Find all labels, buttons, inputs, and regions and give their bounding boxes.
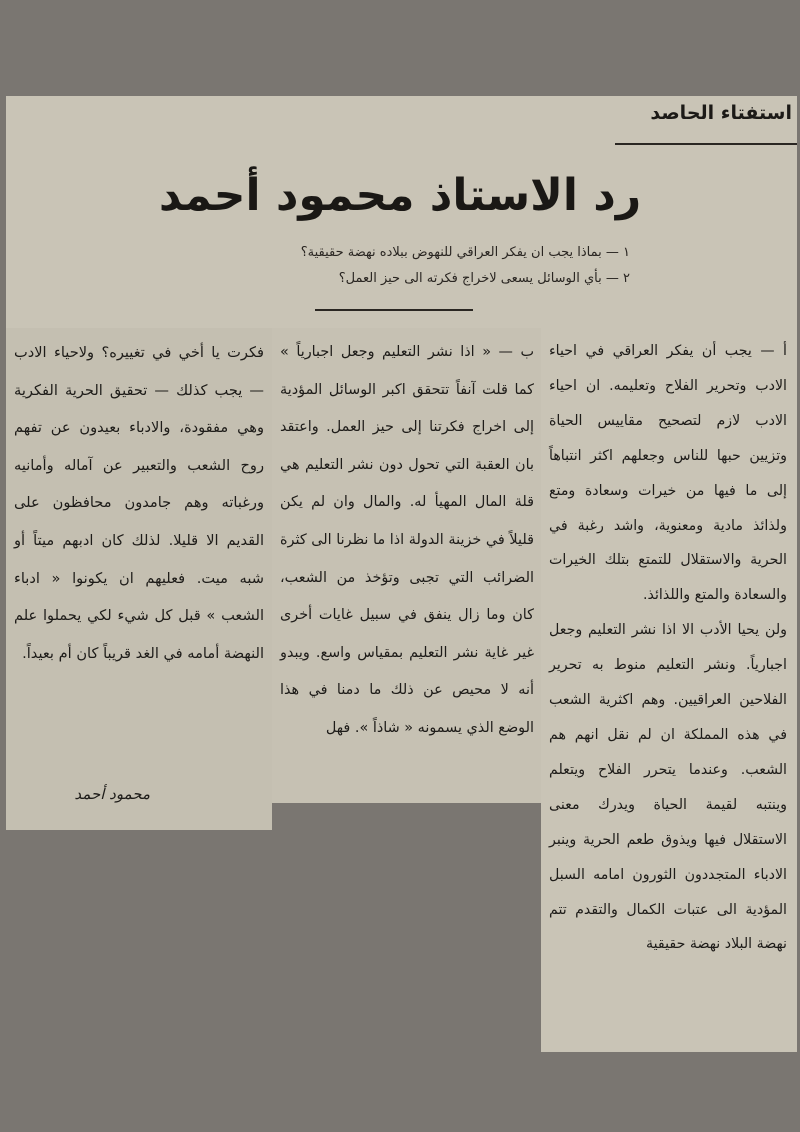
question-2: ٢ — بأي الوسائل يسعى لاخراج فكرته الى حيز العمل؟: [338, 271, 630, 286]
article-column-right: [549, 334, 787, 962]
paragraph: ولن يحيا الأدب الا اذا نشر التعليم وجعل اجبارياً. ونشر التعليم منوط به تحرير الفلاحين العراقيين. وهم اكثرية الشعب في هذه المملكة ان لم نقل انهم هم الشعب. وعندما يتحرر الفلاح ويتعلم وينتبه لقيمة الحياة ويدرك معنى الاستقلال فيها ويذوق طعم الحرية وينبر الادباء المتجددون الثورون امامه السبل المؤدية الى عتبات الكمال والتقدم تتم نهضة البلاد نهضة حقيقية: [549, 622, 787, 953]
article-column-left: [14, 334, 264, 672]
question-1: ١ — بماذا يجب ان يفكر العراقي للنهوض ببلاده نهضة حقيقية؟: [300, 245, 630, 260]
section-divider: [615, 143, 797, 145]
section-label: استفتاء الحاصد: [650, 102, 792, 124]
paragraph: ب — « اذا نشر التعليم وجعل اجبارياً » كما قلت آنفاً تتحقق اكبر الوسائل المؤدية إلى اخراج فكرتنا إلى حيز العمل. واعتقد بان العقبة التي تحول دون نشر التعليم هي قلة المال المهيأ له. والمال وان لم يكن قليلاً في خزينة الدولة اذا ما نظرنا الى كثرة الضرائب التي تجبى وتؤخذ من الشعب، كان وما زال ينفق في سبيل غايات أخرى غير غاية نشر التعليم بمقياس واسع. ويبدو أنه لا محيص عن ذلك ما دمنا في هذا الوضع الذي يسمونه « شاذاً ». فهل: [280, 344, 534, 736]
author-signature: محمود أحمد: [74, 785, 150, 803]
paragraph: أ — يجب أن يفكر العراقي في احياء الادب وتحرير الفلاح وتعليمه. ان احياء الادب لازم لتصحيح مقاييس الحياة وتزيين حبها للناس وجعلهم اكثر انتباهاً إلى ما فيها من خيرات وسعادة ومتع ولذائذ مادية ومعنوية، واشد رغبة في الحرية والاستقلال للتمتع بتلك الخيرات والسعادة والمتع واللذائذ.: [549, 343, 787, 604]
questions-divider: [315, 309, 473, 311]
paragraph: فكرت يا أخي في تغييره؟ ولاحياء الادب — يجب كذلك — تحقيق الحرية الفكرية وهي مفقودة، والادباء بعيدون عن تفهم روح الشعب والتعبير عن آماله وأمانيه ورغباته وهم جامدون محافظون على القديم الا قليلا. لذلك كان ادبهم ميتاً أو شبه ميت. فعليهم ان يكونوا « ادباء الشعب » قبل كل شيء لكي يحملوا علم النهضة أمامه في الغد قريباً كان أم بعيداً.: [14, 344, 264, 662]
article-headline: رد الاستاذ محمود أحمد: [158, 170, 642, 221]
survey-questions: [160, 240, 630, 292]
article-column-middle: [280, 334, 534, 748]
